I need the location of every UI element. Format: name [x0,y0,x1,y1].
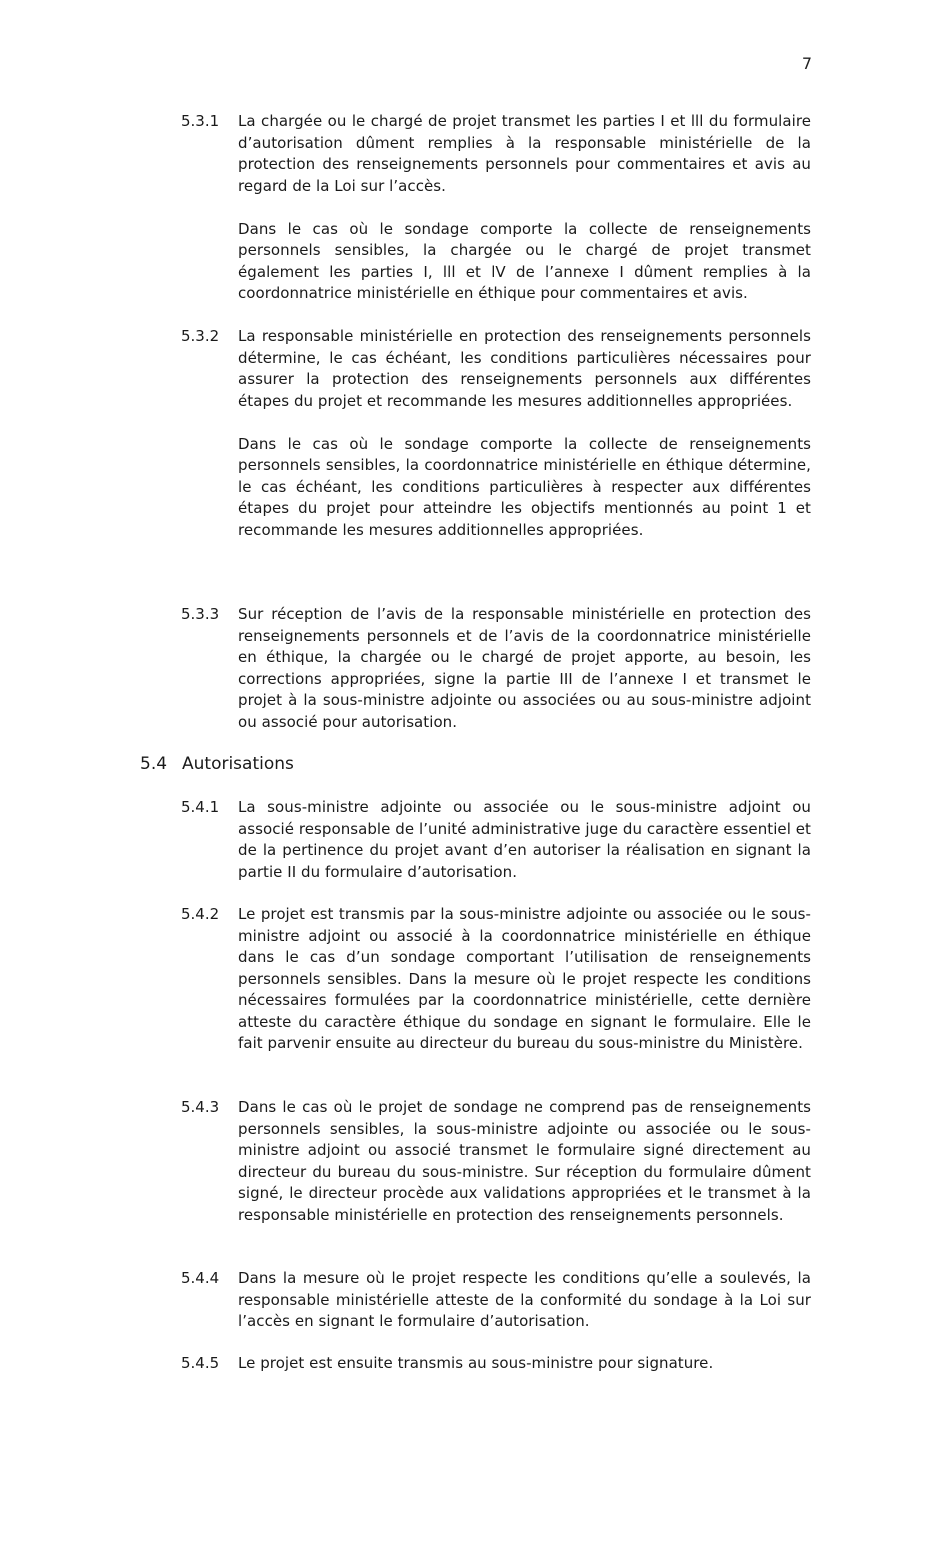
clause-number: 5.3.2 [181,327,220,345]
clause-paragraph: Sur réception de l’avis de la responsable ministérielle en protection des renseignements personnels et de l’avis de la coordonnatrice ministérielle en éthique, la chargée ou le chargé de projet apporte, au besoin, les corrections appropriées, signe la partie III de l’annexe I et transmet le projet à la sous-ministre adjointe ou associées ou au sous-ministre adjoint ou associé pour autorisation. [238,605,811,731]
clause-paragraph: La chargée ou le chargé de projet transmet les parties I et lll du formulaire d’autorisation dûment remplies à la responsable ministérielle de la protection des renseignements personnels pour commentaires et avis au regard de la Loi sur l’accès. [238,112,811,195]
clause-number: 5.4.2 [181,905,220,923]
clause-5-3-1 [181,111,811,305]
clause-number: 5.4.4 [181,1269,220,1287]
clause-5-4-3 [181,1097,811,1226]
clause-body [238,1097,811,1226]
section-number: 5.4 [140,754,168,774]
clause-body [238,904,811,1055]
clause-body [238,326,811,541]
clause-paragraph: Le projet est ensuite transmis au sous-ministre pour signature. [238,1354,714,1372]
clause-body [238,1268,811,1333]
clause-body [238,1353,811,1375]
clause-number: 5.4.3 [181,1098,220,1116]
clause-5-4-5 [181,1353,811,1375]
clause-number: 5.3.1 [181,112,220,130]
page-number: 7 [801,54,812,73]
clause-5-4-1 [181,797,811,883]
clause-paragraph: Dans le cas où le sondage comporte la collecte de renseignements personnels sensibles, la coordonnatrice ministérielle en éthique détermine, le cas échéant, les conditions particulières à respecter aux différentes étapes du projet pour atteindre les objectifs mentionnés au point 1 et recommande les mesures additionnelles appropriées. [238,434,811,539]
clause-paragraph: La responsable ministérielle en protection des renseignements personnels détermine, le cas échéant, les conditions particulières nécessaires pour assurer la protection des renseignements personnels aux différentes étapes du projet et recommande les mesures additionnelles appropriées. [238,327,811,410]
clause-paragraph: Dans le cas où le projet de sondage ne comprend pas de renseignements personnels sensibles, la sous-ministre adjointe ou associée ou le sous-ministre adjoint ou associé transmet le formulaire signé directement au directeur du bureau du sous-ministre. Sur réception du formulaire dûment signé, le directeur procède aux validations appropriées et le transmet à la responsable ministérielle en protection des renseignements personnels. [238,1098,811,1224]
clause-paragraph: Dans la mesure où le projet respecte les conditions qu’elle a soulevés, la responsable ministérielle atteste de la conformité du sondage à la Loi sur l’accès en signant le formulaire d’autorisation. [238,1269,811,1330]
clause-5-4-4 [181,1268,811,1333]
clause-number: 5.3.3 [181,605,220,623]
clause-body [238,111,811,305]
clause-body [238,797,811,883]
clause-paragraph: Dans le cas où le sondage comporte la collecte de renseignements personnels sensibles, la chargée ou le chargé de projet transmet également les parties I, lll et lV de l’annexe I dûment remplies à la coordonnatrice ministérielle en éthique pour commentaires et avis. [238,219,811,302]
clause-number: 5.4.5 [181,1354,220,1372]
clause-5-4-2 [181,904,811,1055]
clause-number: 5.4.1 [181,798,220,816]
clause-paragraph: Le projet est transmis par la sous-ministre adjointe ou associée ou le sous-ministre adjoint ou associé à la coordonnatrice ministérielle en éthique dans le cas d’un sondage comportant l’utilisation de renseignements personnels sensibles. Dans la mesure où le projet respecte les conditions nécessaires formulées par la coordonnatrice ministérielle, cette dernière atteste du caractère éthique du sondage en signant le formulaire. Elle le fait parvenir ensuite au directeur du bureau du sous-ministre du Ministère. [238,905,811,1052]
section-title: Autorisations [182,754,294,774]
clause-5-3-3 [181,604,811,733]
clause-body [238,604,811,733]
clause-5-3-2 [181,326,811,541]
section-heading-5-4 [140,752,294,776]
clause-paragraph: La sous-ministre adjointe ou associée ou le sous-ministre adjoint ou associé responsable de l’unité administrative juge du caractère essentiel et de la pertinence du projet avant d’en autoriser la réalisation en signant la partie II du formulaire d’autorisation. [238,798,811,881]
